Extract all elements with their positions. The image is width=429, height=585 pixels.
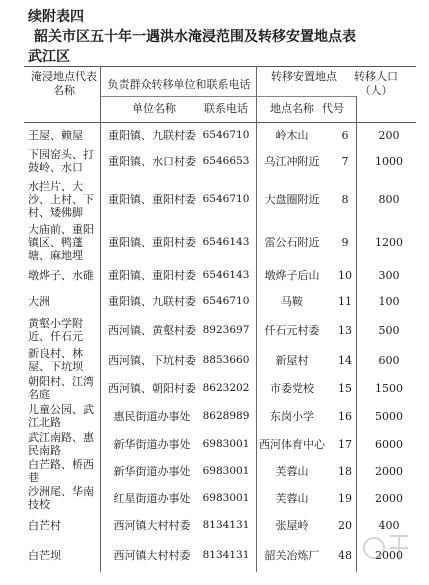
people-cell: 400 <box>378 518 400 532</box>
table-row <box>24 538 416 572</box>
table-row <box>24 176 416 222</box>
people-cell: 600 <box>378 353 400 367</box>
header-phone: 联系电话 <box>204 102 248 115</box>
code-cell: 19 <box>338 491 352 505</box>
phone-cell: 6546710 <box>202 294 250 307</box>
phone-cell: 8923697 <box>202 323 250 336</box>
table-row <box>24 430 416 458</box>
header-area: 淹浸地点代表名称 <box>31 70 97 97</box>
code-cell: 20 <box>338 518 352 532</box>
area-cell: 大庙前、重阳镇区、鸭蓬塘、麻地埋 <box>28 222 94 262</box>
unit-cell: 西河镇大村村委 <box>113 518 191 532</box>
site-cell: 墩烨子后山 <box>264 268 320 282</box>
site-cell: 市委党校 <box>270 381 314 395</box>
table-row <box>24 146 416 176</box>
phone-cell: 6983001 <box>202 491 250 504</box>
area-cell: 黄壑小学附近、仟石元 <box>28 317 83 343</box>
code-cell: 18 <box>338 464 352 478</box>
area-cell: 新良村、林屋、下坑坝 <box>28 347 83 373</box>
phone-cell: 6546710 <box>202 128 250 141</box>
table-row <box>24 402 416 430</box>
phone-cell: 8134131 <box>202 518 250 531</box>
table-row <box>24 374 416 402</box>
site-cell: 韶关冶炼厂 <box>264 548 320 562</box>
code-cell: 14 <box>338 353 352 367</box>
unit-cell: 重阳镇、九联村委 <box>108 294 196 308</box>
people-cell: 1000 <box>375 154 403 168</box>
site-cell: 乌江冲附近 <box>264 154 320 168</box>
area-cell: 武江南路、惠民南路 <box>28 431 94 457</box>
responsible-subheader-rule <box>100 96 256 97</box>
phone-cell: 6983001 <box>202 437 250 450</box>
header-unit-name: 单位名称 <box>132 102 176 115</box>
header-top-rule <box>24 66 416 67</box>
code-cell: 16 <box>338 409 352 423</box>
unit-cell: 西河镇、下坑村委 <box>108 353 196 367</box>
people-cell: 800 <box>378 192 400 206</box>
header-code: 代号 <box>322 102 344 115</box>
unit-cell: 新华街道办事处 <box>113 437 191 451</box>
unit-cell: 重阳镇、重阳村委 <box>108 268 196 282</box>
site-cell: 仟石元村委 <box>264 323 320 337</box>
site-cell: 大盘圈附近 <box>264 192 320 206</box>
table-title: 韶关市区五十年一遇洪水淹浸范围及转移安置地点表 <box>34 29 356 45</box>
area-cell: 大洲 <box>28 294 50 308</box>
phone-cell: 8628989 <box>202 409 250 422</box>
area-cell: 王屋、赖屋 <box>28 128 83 142</box>
site-cell: 岭木山 <box>275 128 309 142</box>
unit-cell: 重阳镇、重阳村委 <box>108 192 196 206</box>
code-cell: 11 <box>338 294 352 308</box>
table-row <box>24 512 416 538</box>
table-row <box>24 458 416 484</box>
unit-cell: 西河镇大村村委 <box>113 548 191 562</box>
site-cell: 芙蓉山 <box>275 464 309 478</box>
table-row <box>24 124 416 146</box>
code-cell: 7 <box>341 154 349 168</box>
phone-cell: 6546653 <box>202 154 250 167</box>
code-cell: 10 <box>338 268 352 282</box>
code-cell: 8 <box>341 192 349 206</box>
header-responsible-group: 负责群众转移单位和联系电话 <box>107 78 251 91</box>
unit-cell: 惠民街道办事处 <box>113 409 191 423</box>
code-cell: 13 <box>338 323 352 337</box>
area-cell: 白芒坝 <box>28 548 61 562</box>
code-cell: 15 <box>338 381 352 395</box>
phone-cell: 8853660 <box>202 353 250 366</box>
watermark-logo <box>360 528 416 568</box>
phone-cell: 6546143 <box>202 268 250 281</box>
code-cell: 48 <box>338 548 352 562</box>
site-cell: 张屋岭 <box>275 518 309 532</box>
unit-cell: 西河镇、朝阳村委 <box>108 381 196 395</box>
table-row <box>24 262 416 288</box>
unit-cell: 重阳镇、九联村委 <box>108 128 196 142</box>
site-cell: 西河体育中心 <box>259 437 325 451</box>
table-caption: 续附表四 <box>28 9 84 25</box>
code-cell: 6 <box>341 128 349 142</box>
table-row <box>24 346 416 374</box>
relocation-subheader-rule <box>256 96 356 97</box>
header-site-name: 地点名称 <box>270 102 314 115</box>
site-cell: 东岗小学 <box>270 409 314 423</box>
unit-cell: 西河镇、黄壑村委 <box>108 323 196 337</box>
people-cell: 1500 <box>375 381 403 395</box>
phone-cell: 6546710 <box>202 192 250 205</box>
header-people: 转移人口（人） <box>354 70 398 97</box>
code-cell: 17 <box>338 437 352 451</box>
area-cell: 下园窑头、打鼓岭、水口 <box>28 148 94 174</box>
phone-cell: 8623202 <box>202 381 250 394</box>
people-cell: 200 <box>378 128 400 142</box>
table-row <box>24 484 416 512</box>
table-row <box>24 222 416 262</box>
phone-cell: 6546143 <box>202 235 250 248</box>
people-cell: 2000 <box>375 491 403 505</box>
header-bottom-rule <box>24 122 416 123</box>
people-cell: 100 <box>378 294 400 308</box>
area-cell: 白芒村 <box>28 518 61 532</box>
table-row <box>24 314 416 346</box>
area-cell: 白芒路、桥西巷 <box>28 458 94 484</box>
site-cell: 新屋村 <box>275 353 309 367</box>
code-cell: 9 <box>341 235 349 249</box>
site-cell: 马鞍 <box>281 294 303 308</box>
phone-cell: 8134131 <box>202 548 250 561</box>
area-cell: 朝阳村、江湾名庭 <box>28 375 94 401</box>
people-cell: 1200 <box>375 235 403 249</box>
unit-cell: 红星街道办事处 <box>113 491 191 505</box>
area-cell: 水拦片、大沙、上村、下村、矮佛脚 <box>28 179 94 219</box>
people-cell: 2000 <box>375 464 403 478</box>
area-cell: 沙洲尾、华南技校 <box>28 485 94 511</box>
area-cell: 儿童公园、武江北路 <box>28 403 94 429</box>
people-cell: 500 <box>378 323 400 337</box>
district-label: 武江区 <box>28 49 70 65</box>
people-cell: 300 <box>378 268 400 282</box>
site-cell: 芙蓉山 <box>275 491 309 505</box>
site-cell: 雷公石附近 <box>264 235 320 249</box>
phone-cell: 6983001 <box>202 464 250 477</box>
header-relocation-group: 转移安置地点 <box>271 70 337 83</box>
unit-cell: 新华街道办事处 <box>113 464 191 478</box>
people-cell: 5000 <box>375 409 403 423</box>
people-cell: 2000 <box>375 548 403 562</box>
table-row <box>24 288 416 314</box>
area-cell: 墩烨子、水碓 <box>28 268 94 282</box>
unit-cell: 重阳镇、水口村委 <box>108 154 196 168</box>
unit-cell: 重阳镇、重阳村委 <box>108 235 196 249</box>
people-cell: 6000 <box>375 437 403 451</box>
